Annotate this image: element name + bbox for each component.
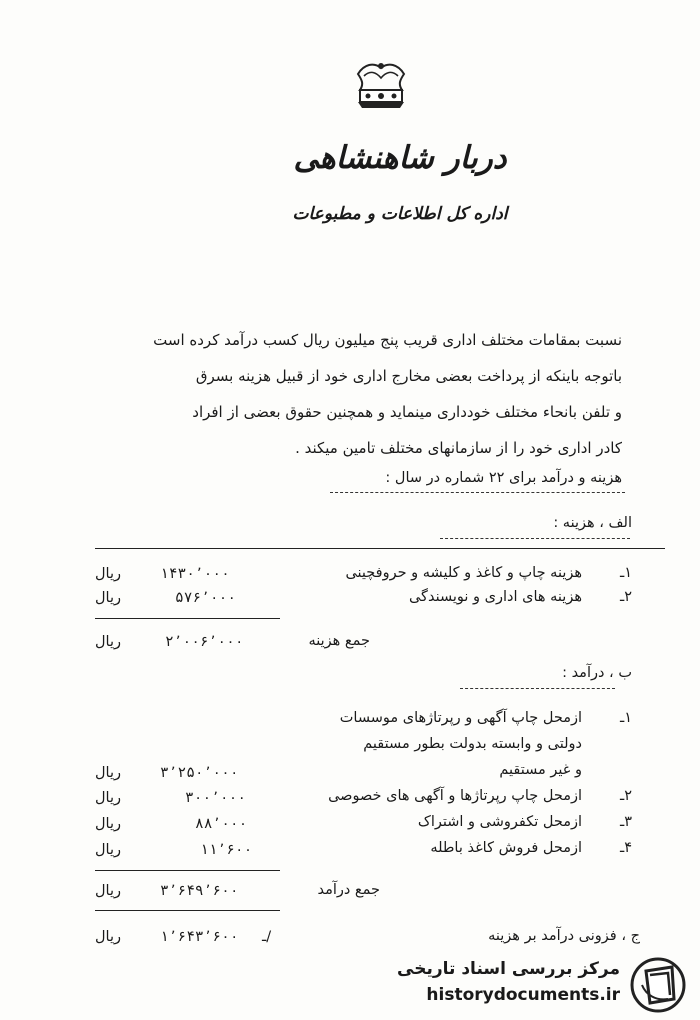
document-center-logo-icon xyxy=(628,955,690,1013)
section-b-total-amount: ۳٬۶۴۹٬۶۰۰ xyxy=(160,883,239,899)
expense-item-amount: ۵۷۶٬۰۰۰ xyxy=(175,590,237,606)
crown-emblem-icon xyxy=(350,60,412,116)
section-a-top-rule xyxy=(95,548,665,549)
section-b-underline xyxy=(460,688,615,689)
income-item-line: و غیر مستقیم xyxy=(499,762,582,778)
income-item-line: ازمحل فروش کاغذ باطله xyxy=(430,840,582,856)
watermark-url: historydocuments.ir xyxy=(426,985,620,1005)
intro-line: باتوجه باینکه از پرداخت بعضی مخارج اداری خود از قبیل هزینه بسرق xyxy=(195,367,622,385)
income-item-line: دولتی و وابسته بدولت بطور مستقیم xyxy=(363,736,582,752)
expense-item-text: هزینه چاپ و کاغذ و کلیشه و حروفچینی xyxy=(345,565,582,581)
section-a-total-amount: ۲٬۰۰۶٬۰۰۰ xyxy=(165,634,244,650)
budget-heading: هزینه و درآمد برای ۲۲ شماره در سال : xyxy=(385,470,622,486)
currency-unit: ریال xyxy=(95,816,121,832)
currency-unit: ریال xyxy=(95,842,121,858)
section-a-sum-rule xyxy=(95,618,280,619)
section-c-label: ج ، فزونی درآمد بر هزینه xyxy=(488,928,640,944)
intro-line: کادر اداری خود را از سازمانهای مختلف تامین میکند . xyxy=(295,439,622,457)
currency-unit: ریال xyxy=(95,790,121,806)
intro-paragraph xyxy=(80,322,622,466)
income-item-amount: ۱۱٬۶۰۰ xyxy=(200,842,253,858)
income-item-amount: ۸۸٬۰۰۰ xyxy=(195,816,248,832)
expense-item-text: هزینه های اداری و نویسندگی xyxy=(408,589,582,605)
section-b-sum-rule xyxy=(95,870,280,871)
currency-unit: ریال xyxy=(95,765,121,781)
section-b-total-label: جمع درآمد xyxy=(317,882,380,898)
currency-unit: ریال xyxy=(95,883,121,899)
section-c-amount: ۱٬۶۴۳٬۶۰۰ xyxy=(160,929,239,945)
currency-unit: ریال xyxy=(95,566,121,582)
section-c-mark: ـ/ xyxy=(262,929,272,945)
expense-item-amount: ۱۴۳۰٬۰۰۰ xyxy=(160,566,230,582)
item-number: ۱ـ xyxy=(619,565,632,581)
page-subtitle: اداره کل اطلاعات و مطبوعات xyxy=(292,204,508,224)
intro-line: نسبت بمقامات مختلف اداری قریب پنج میلیون ریال کسب درآمد کرده است xyxy=(153,331,622,349)
section-a-underline xyxy=(440,538,630,539)
currency-unit: ریال xyxy=(95,929,121,945)
item-number: ۲ـ xyxy=(619,589,632,605)
item-number: ۲ـ xyxy=(619,788,632,804)
section-b-bottom-rule xyxy=(95,910,280,911)
item-number: ۱ـ xyxy=(619,710,632,726)
heading-underline xyxy=(330,492,625,493)
currency-unit: ریال xyxy=(95,590,121,606)
income-item-amount: ۳٬۲۵۰٬۰۰۰ xyxy=(160,765,239,781)
income-item-line: ازمحل چاپ آگهی و رپرتاژهای موسسات xyxy=(339,710,582,726)
income-item-line: ازمحل تکفروشی و اشتراک xyxy=(417,814,582,830)
currency-unit: ریال xyxy=(95,634,121,650)
watermark-title: مرکز بررسی اسناد تاریخی xyxy=(397,959,620,979)
section-a-label: الف ، هزینه : xyxy=(553,515,632,531)
income-item-line: ازمحل چاپ رپرتاژها و آگهی های خصوصی xyxy=(328,788,582,804)
intro-line: و تلفن بانحاء مختلف خودداری مینماید و همچنین حقوق بعضی از افراد xyxy=(192,403,622,421)
item-number: ۳ـ xyxy=(619,814,632,830)
income-item-amount: ۳۰۰٬۰۰۰ xyxy=(185,790,247,806)
section-a-total-label: جمع هزینه xyxy=(308,633,370,649)
watermark-logo xyxy=(397,953,690,1015)
item-number: ۴ـ xyxy=(619,840,632,856)
section-b-label: ب ، درآمد : xyxy=(562,665,632,681)
page-title: دربار شاهنشاهی xyxy=(293,140,507,176)
